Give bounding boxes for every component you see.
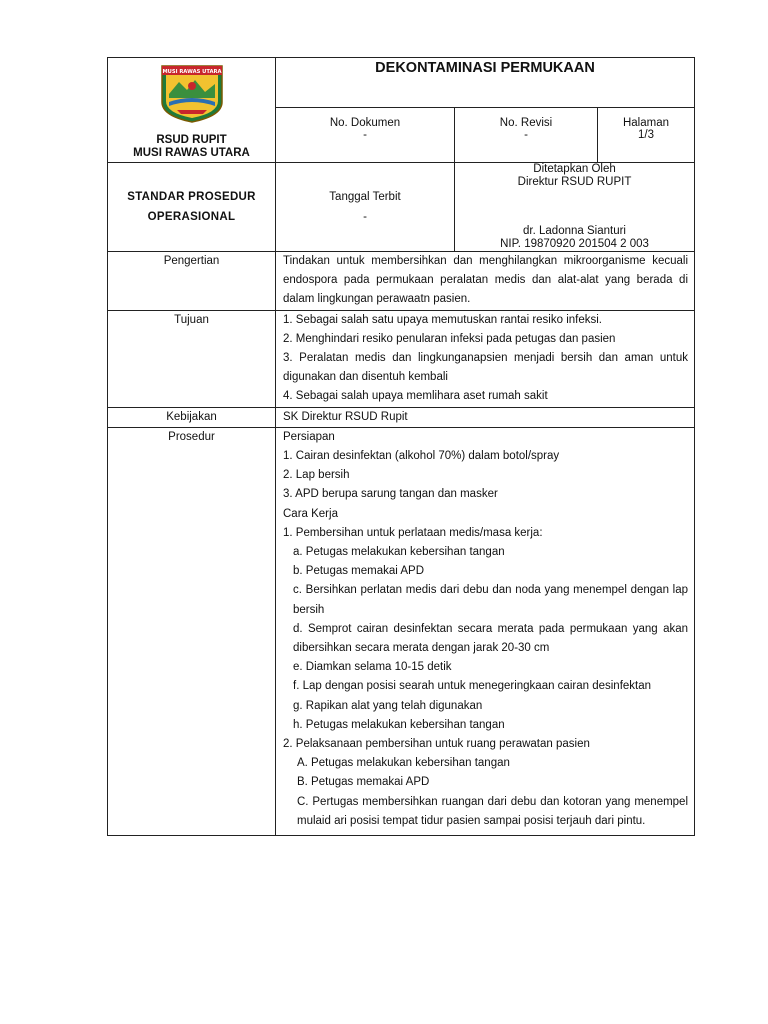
step1-item: a. Petugas melakukan kebersihan tangan <box>293 546 505 559</box>
signer-nip: NIP. 19870920 201504 2 003 <box>500 238 649 250</box>
step1-item: g. Rapikan alat yang telah digunakan <box>293 699 483 712</box>
tujuan-item: 2. Menghindari resiko penularan infeksi pada petugas dan pasien <box>283 332 616 345</box>
revision-cell <box>455 108 598 163</box>
sop-table <box>107 57 695 836</box>
step1-item: d. Semprot cairan desinfektan secara merata pada permukaan yang akan dibersihkan secara merata dengan jarak 20-30 cm <box>293 622 689 655</box>
page-cell <box>598 108 695 163</box>
document-title: DEKONTAMINASI PERMUKAAN <box>276 58 695 108</box>
doc-number-cell <box>276 108 455 163</box>
tujuan-label: Tujuan <box>108 310 276 407</box>
kebijakan-content <box>276 407 695 427</box>
sop-label-line2: OPERASIONAL <box>147 211 236 223</box>
cara-kerja-title: Cara Kerja <box>283 507 338 520</box>
crest-banner-text: MUSI RAWAS UTARA <box>161 69 222 75</box>
org-name: RSUD RUPIT <box>156 134 227 146</box>
org-region: MUSI RAWAS UTARA <box>133 147 250 159</box>
approved-by-title: Direktur RSUD RUPIT <box>517 176 632 188</box>
step1-item: e. Diamkan selama 10-15 detik <box>293 661 452 674</box>
persiapan-title: Persiapan <box>283 430 335 443</box>
step1-item: f. Lap dengan posisi searah untuk menegeringkaan cairan desinfektan <box>293 680 652 693</box>
page-label: Halaman <box>622 117 670 129</box>
persiapan-item: 2. Lap bersih <box>283 469 350 482</box>
approval-cell <box>455 163 695 252</box>
signer-name: dr. Ladonna Sianturi <box>523 225 626 237</box>
page-value: 1/3 <box>638 129 654 141</box>
step1-item: h. Petugas melakukan kebersihan tangan <box>293 718 505 731</box>
prosedur-content <box>276 427 695 835</box>
regency-crest-icon <box>157 64 227 124</box>
step1-item: c. Bersihkan perlatan medis dari debu dan noda yang menempel dengan lap bersih <box>293 584 689 616</box>
persiapan-item: 1. Cairan desinfektan (alkohol 70%) dalam botol/spray <box>283 450 560 463</box>
issue-date-label: Tanggal Terbit <box>329 191 401 203</box>
issue-date-value: - <box>363 211 367 223</box>
tujuan-item: 3. Peralatan medis dan lingkunganapsien menjadi bersih dan aman untuk digunakan dan disentuh kembali <box>283 352 689 384</box>
revision-label: No. Revisi <box>499 117 553 129</box>
tujuan-item: 1. Sebagai salah satu upaya memutuskan rantai resiko infeksi. <box>283 313 602 326</box>
doc-number-label: No. Dokumen <box>329 117 401 129</box>
tujuan-item: 4. Sebagai salah upaya memlihara aset rumah sakit <box>283 390 548 403</box>
step1-item: b. Petugas memakai APD <box>293 565 425 578</box>
step2-item: B. Petugas memakai APD <box>297 776 430 789</box>
tujuan-content <box>276 310 695 407</box>
sop-label-cell <box>108 163 276 252</box>
persiapan-item: 3. APD berupa sarung tangan dan masker <box>283 488 498 501</box>
sop-label-line1: STANDAR PROSEDUR <box>127 191 256 203</box>
kebijakan-label: Kebijakan <box>108 407 276 427</box>
step2-item: C. Pertugas membersihkan ruangan dari debu dan kotoran yang menempel mulaid ari posisi tempat tidur pasien sampai posisi terjauh dari pintu. <box>297 795 689 827</box>
pengertian-label: Pengertian <box>108 252 276 311</box>
pengertian-text: Tindakan untuk membersihkan dan menghilangkan mikroorganisme kecuali endospora pada permukaan peralatan medis dan alat-alat yang berada di dalam lingkungan perawaatn pasien. <box>283 255 689 306</box>
step2-title: 2. Pelaksanaan pembersihan untuk ruang perawatan pasien <box>283 738 590 751</box>
doc-number-value: - <box>363 129 367 141</box>
logo-cell <box>108 58 276 163</box>
step1-title: 1. Pembersihan untuk perlataan medis/masa kerja: <box>283 526 543 539</box>
step2-item: A. Petugas melakukan kebersihan tangan <box>297 757 510 770</box>
pengertian-content <box>276 252 695 311</box>
prosedur-label: Prosedur <box>108 427 276 835</box>
issue-date-cell <box>276 163 455 252</box>
approved-by-label: Ditetapkan Oleh <box>533 163 616 175</box>
kebijakan-text: SK Direktur RSUD Rupit <box>283 410 408 423</box>
revision-value: - <box>524 129 528 141</box>
